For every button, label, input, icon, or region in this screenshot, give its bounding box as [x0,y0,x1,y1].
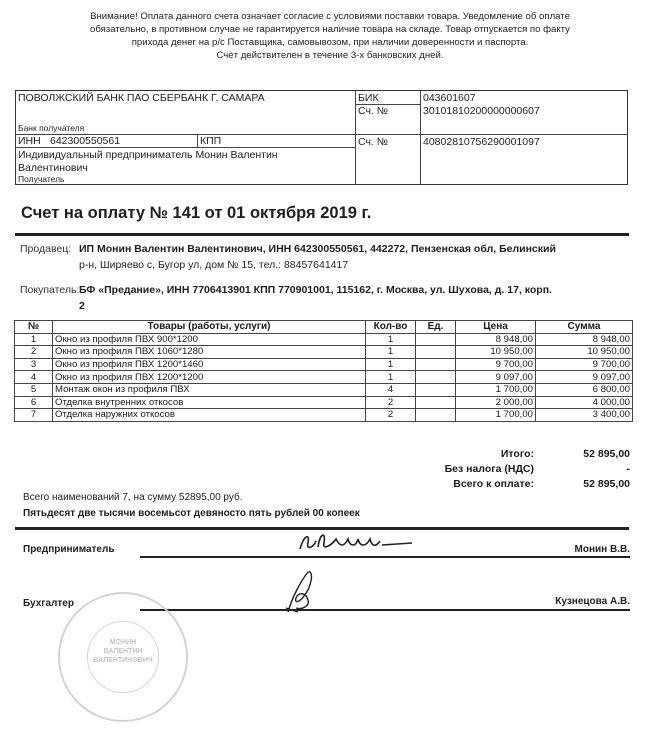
notice-line-2: обязательно, в противном случае не гарантируется наличие товара на складе. Товар отпускается по факту [90,24,570,35]
row-price: 1 700,00 [456,409,536,422]
corr-account-value: 30101810200000000607 [423,105,540,117]
account-value: 40802810756290001097 [423,136,540,148]
row-price: 10 950,00 [456,346,536,359]
row-name: Отделка наружних откосов [53,409,366,422]
col-goods: Товары (работы, услуги) [53,321,366,334]
row-number: 1 [15,333,53,346]
col-qty: Кол-во [366,321,416,334]
row-price: 2 000,00 [456,396,536,409]
row-name: Окно из профиля ПВХ 1200*1200 [53,371,366,384]
table-row [15,409,633,422]
row-sum: 4 000,00 [536,396,633,409]
row-price: 9 097,00 [456,371,536,384]
stamp-center-text [60,638,186,665]
table-row [15,346,633,359]
row-number: 7 [15,409,53,422]
due-label: Всего к оплате: [453,478,534,490]
row-name: Окно из профиля ПВХ 1060*1280 [53,346,366,359]
accountant-signature-line [140,609,630,611]
goods-table [14,320,633,422]
row-number: 3 [15,358,53,371]
table-row [15,383,633,396]
bik-value: 043601607 [423,92,476,104]
stamp-line-2: ВАЛЕНТИН [103,648,143,655]
row-number: 2 [15,346,53,359]
accountant-label: Бухгалтер [23,598,74,609]
total-label: Итого: [500,448,534,460]
recipient-name-line1: Индивидуальный предприниматель Монин Валентин [18,149,278,161]
col-unit: Ед. [416,321,456,334]
row-name: Отделка внутренних откосов [53,396,366,409]
bank-label: Банк получателя [18,123,85,133]
amount-in-words: Пятьдесят две тысячи восемьсот девяносто пять рублей 00 копеек [23,508,360,519]
title-divider [15,233,629,236]
due-row [0,478,630,493]
table-row [15,358,633,371]
bik-label: БИК [358,92,379,104]
row-number: 4 [15,371,53,384]
row-name: Окно из профиля ПВХ 900*1200 [53,333,366,346]
notice-line-4: Счёт действителен в течение 3-х банковских дней. [216,50,444,61]
row-unit [416,346,456,359]
buyer-details [79,282,639,314]
entrepreneur-signature-line [140,556,630,558]
row-unit [416,383,456,396]
vat-value: - [626,463,630,475]
row-qty: 4 [366,383,416,396]
seller-label: Продавец: [20,243,72,255]
row-sum: 10 950,00 [536,346,633,359]
seller-details [79,241,639,273]
due-value: 52 895,00 [583,478,630,490]
buyer-line-1: БФ «Предание», ИНН 7706413901 КПП 770901001, 115162, г. Москва, ул. Шухова, д. 17, корп. [79,284,552,296]
entrepreneur-signature-icon [296,527,416,555]
stamp-line-1: МОНИН [109,639,137,646]
seller-line-2: р-н, Ширяево с, Бугор ул, дом № 15, тел.: 88457641417 [79,259,349,271]
row-price: 9 700,00 [456,358,536,371]
accountant-name: Кузнецова А.В. [555,596,630,607]
items-count-summary: Всего наименований 7, на сумму 52895,00 руб. [23,492,243,503]
col-price: Цена [456,321,536,334]
row-qty: 2 [366,396,416,409]
kpp-label: КПП [200,135,222,147]
table-row [15,396,633,409]
company-stamp [58,592,188,722]
row-price: 8 948,00 [456,333,536,346]
recipient-name-line2: Валентинович [18,162,88,174]
row-unit [416,409,456,422]
table-row [15,371,633,384]
buyer-label: Покупатель: [20,284,80,296]
divider [355,134,627,135]
corr-account-label: Сч. № [358,105,389,117]
row-unit [416,333,456,346]
total-value: 52 895,00 [583,448,630,460]
row-qty: 1 [366,358,416,371]
row-name: Монтаж окон из профиля ПВХ [53,383,366,396]
col-number: № [15,321,53,334]
row-sum: 9 700,00 [536,358,633,371]
divider [420,91,421,184]
row-qty: 1 [366,333,416,346]
payment-notice [0,10,660,62]
invoice-title: Счет на оплату № 141 от 01 октября 2019 г. [21,204,372,222]
accountant-signature-icon [282,568,318,614]
row-sum: 6 800,00 [536,383,633,396]
row-name: Окно из профиля ПВХ 1200*1460 [53,358,366,371]
row-qty: 1 [366,371,416,384]
row-sum: 8 948,00 [536,333,633,346]
row-number: 6 [15,396,53,409]
divider [197,134,198,147]
vat-row [0,463,630,478]
recipient-label: Получатель [18,174,65,184]
row-unit [416,371,456,384]
row-qty: 2 [366,409,416,422]
entrepreneur-name: Монин В.В. [574,544,630,555]
seller-line-1: ИП Монин Валентин Валентинович, ИНН 642300550561, 442272, Пензенская обл, Белинский [79,243,556,255]
row-price: 1 700,00 [456,383,536,396]
total-row [0,448,630,463]
bank-details-table [15,90,628,185]
stamp-line-3: ВАЛЕНТИНОВИЧ [93,657,153,664]
notice-line-3: прихода денег на р/с Поставщика, самовывозом, при наличии доверенности и паспорта. [131,37,529,48]
totals-block [0,448,630,493]
row-sum: 3 400,00 [536,409,633,422]
row-unit [416,358,456,371]
col-sum: Сумма [536,321,633,334]
entrepreneur-label: Предприниматель [23,544,115,555]
row-qty: 1 [366,346,416,359]
buyer-line-2: 2 [79,300,85,312]
bank-name: ПОВОЛЖСКИЙ БАНК ПАО СБЕРБАНК Г. САМАРА [18,92,265,104]
divider [16,147,355,148]
row-unit [416,396,456,409]
notice-line-1: Внимание! Оплата данного счета означает согласие с условиями поставки товара. Уведомление об оплате [90,11,570,22]
table-row [15,333,633,346]
goods-table-header [15,321,633,334]
vat-label: Без налога (НДС) [444,463,534,475]
inn-value: 642300550561 [50,135,121,147]
row-number: 5 [15,383,53,396]
row-sum: 9 097,00 [536,371,633,384]
inn-label: ИНН [18,135,41,147]
account-label: Сч. № [358,136,389,148]
